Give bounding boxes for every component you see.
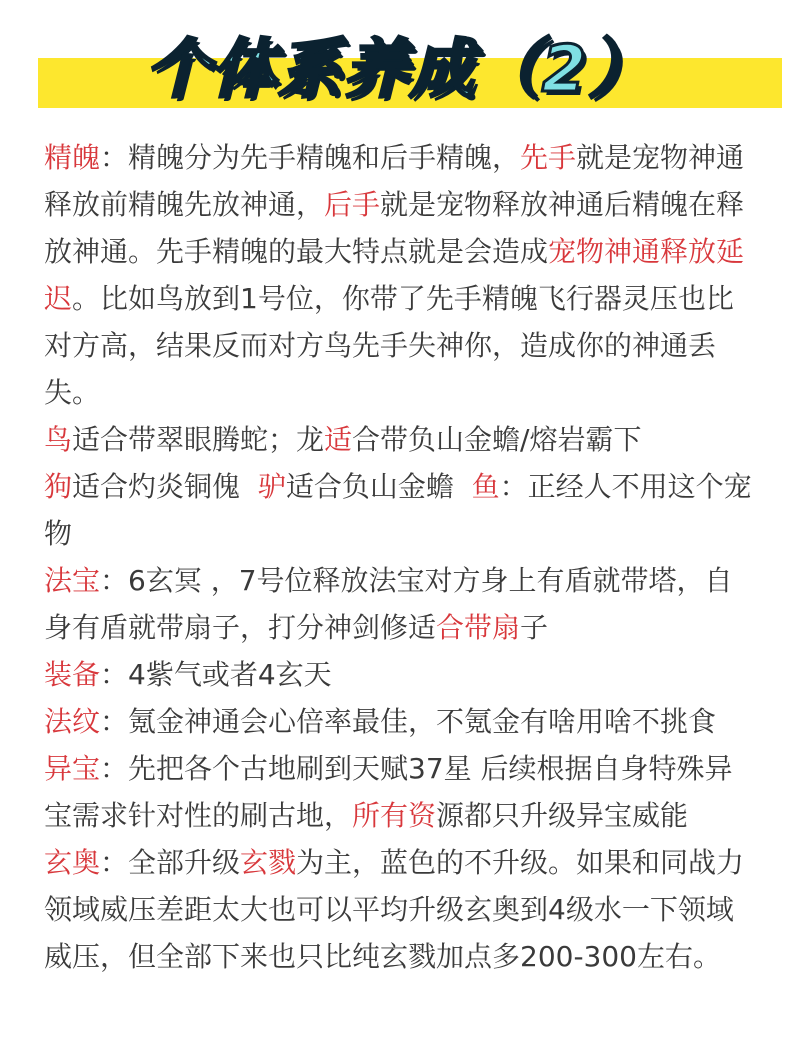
pet-fish: 鱼 (471, 470, 500, 503)
text: 子 (520, 611, 549, 644)
text: 适合灼炎铜傀 (72, 470, 258, 503)
text: ：氪金神通会心倍率最佳，不氪金有啥用啥不挑食 (100, 705, 717, 738)
text: 适合带翠眼腾蛇；龙 (72, 423, 325, 456)
text: ：正经人不用这个宠物 (44, 470, 752, 550)
text: 合带负山金蟾/熔岩霸下 (352, 423, 642, 456)
highlight: 合带扇 (436, 611, 521, 644)
highlight: 后手 (324, 188, 381, 221)
text: 适合负山金蟾 (285, 470, 472, 503)
text: 为主，蓝色的不升级。如果和同战力领域威压差距太大也可以平均升级玄奥到4级水一下领域威压，但全部下来也只比纯玄戮加点多200-300左右。 (44, 846, 745, 973)
label-mystery: 玄奥 (44, 846, 101, 879)
paragraph-pattern (44, 698, 760, 745)
highlight: 玄戮 (240, 846, 297, 879)
paragraph-pets-1 (44, 416, 760, 463)
text: 就是宠物释放神通后精魄在释放神通。先手精魄的最大特点就是会造成 (44, 188, 745, 268)
paragraph-pets-2 (44, 463, 760, 557)
label-spirit: 精魄 (44, 141, 101, 174)
text: ：4紫气或者4玄天 (100, 658, 332, 691)
page-title: 个体系养成（2） (145, 33, 655, 107)
title-banner (0, 0, 800, 125)
highlight: 先手 (520, 141, 577, 174)
label-treasure: 法宝 (44, 564, 101, 597)
paragraph-treasure (44, 557, 760, 651)
label-pattern: 法纹 (44, 705, 101, 738)
paragraph-mystery (44, 839, 760, 980)
highlight: 适 (324, 423, 353, 456)
text: 源都只升级异宝威能 (436, 799, 689, 832)
label-rare-treasure: 异宝 (44, 752, 101, 785)
highlight: 宠物神通释放延迟 (44, 235, 745, 315)
pet-dog: 狗 (44, 470, 73, 503)
paragraph-spirit (44, 134, 760, 416)
text: 。比如鸟放到1号位，你带了先手精魄飞行器灵压也比对方高，结果反而对方鸟先手失神你，造成你的神通丢失。 (44, 282, 734, 409)
text: ：6玄冥 ，7号位释放法宝对方身上有盾就带塔，自身有盾就带扇子，打分神剑修适 (44, 564, 733, 644)
label-equipment: 装备 (44, 658, 101, 691)
highlight: 所有资 (352, 799, 437, 832)
paragraph-rare-treasure (44, 745, 760, 839)
pet-donkey: 驴 (257, 470, 286, 503)
article-body (44, 134, 760, 980)
text: ：精魄分为先手精魄和后手精魄， (100, 141, 521, 174)
pet-bird: 鸟 (44, 423, 73, 456)
text: ：先把各个古地刷到天赋37星 后续根据自身特殊异宝需求针对性的刷古地， (44, 752, 733, 832)
text: 就是宠物神通释放前精魄先放神通， (44, 141, 745, 221)
text: ：全部升级 (100, 846, 241, 879)
paragraph-equipment (44, 651, 760, 698)
